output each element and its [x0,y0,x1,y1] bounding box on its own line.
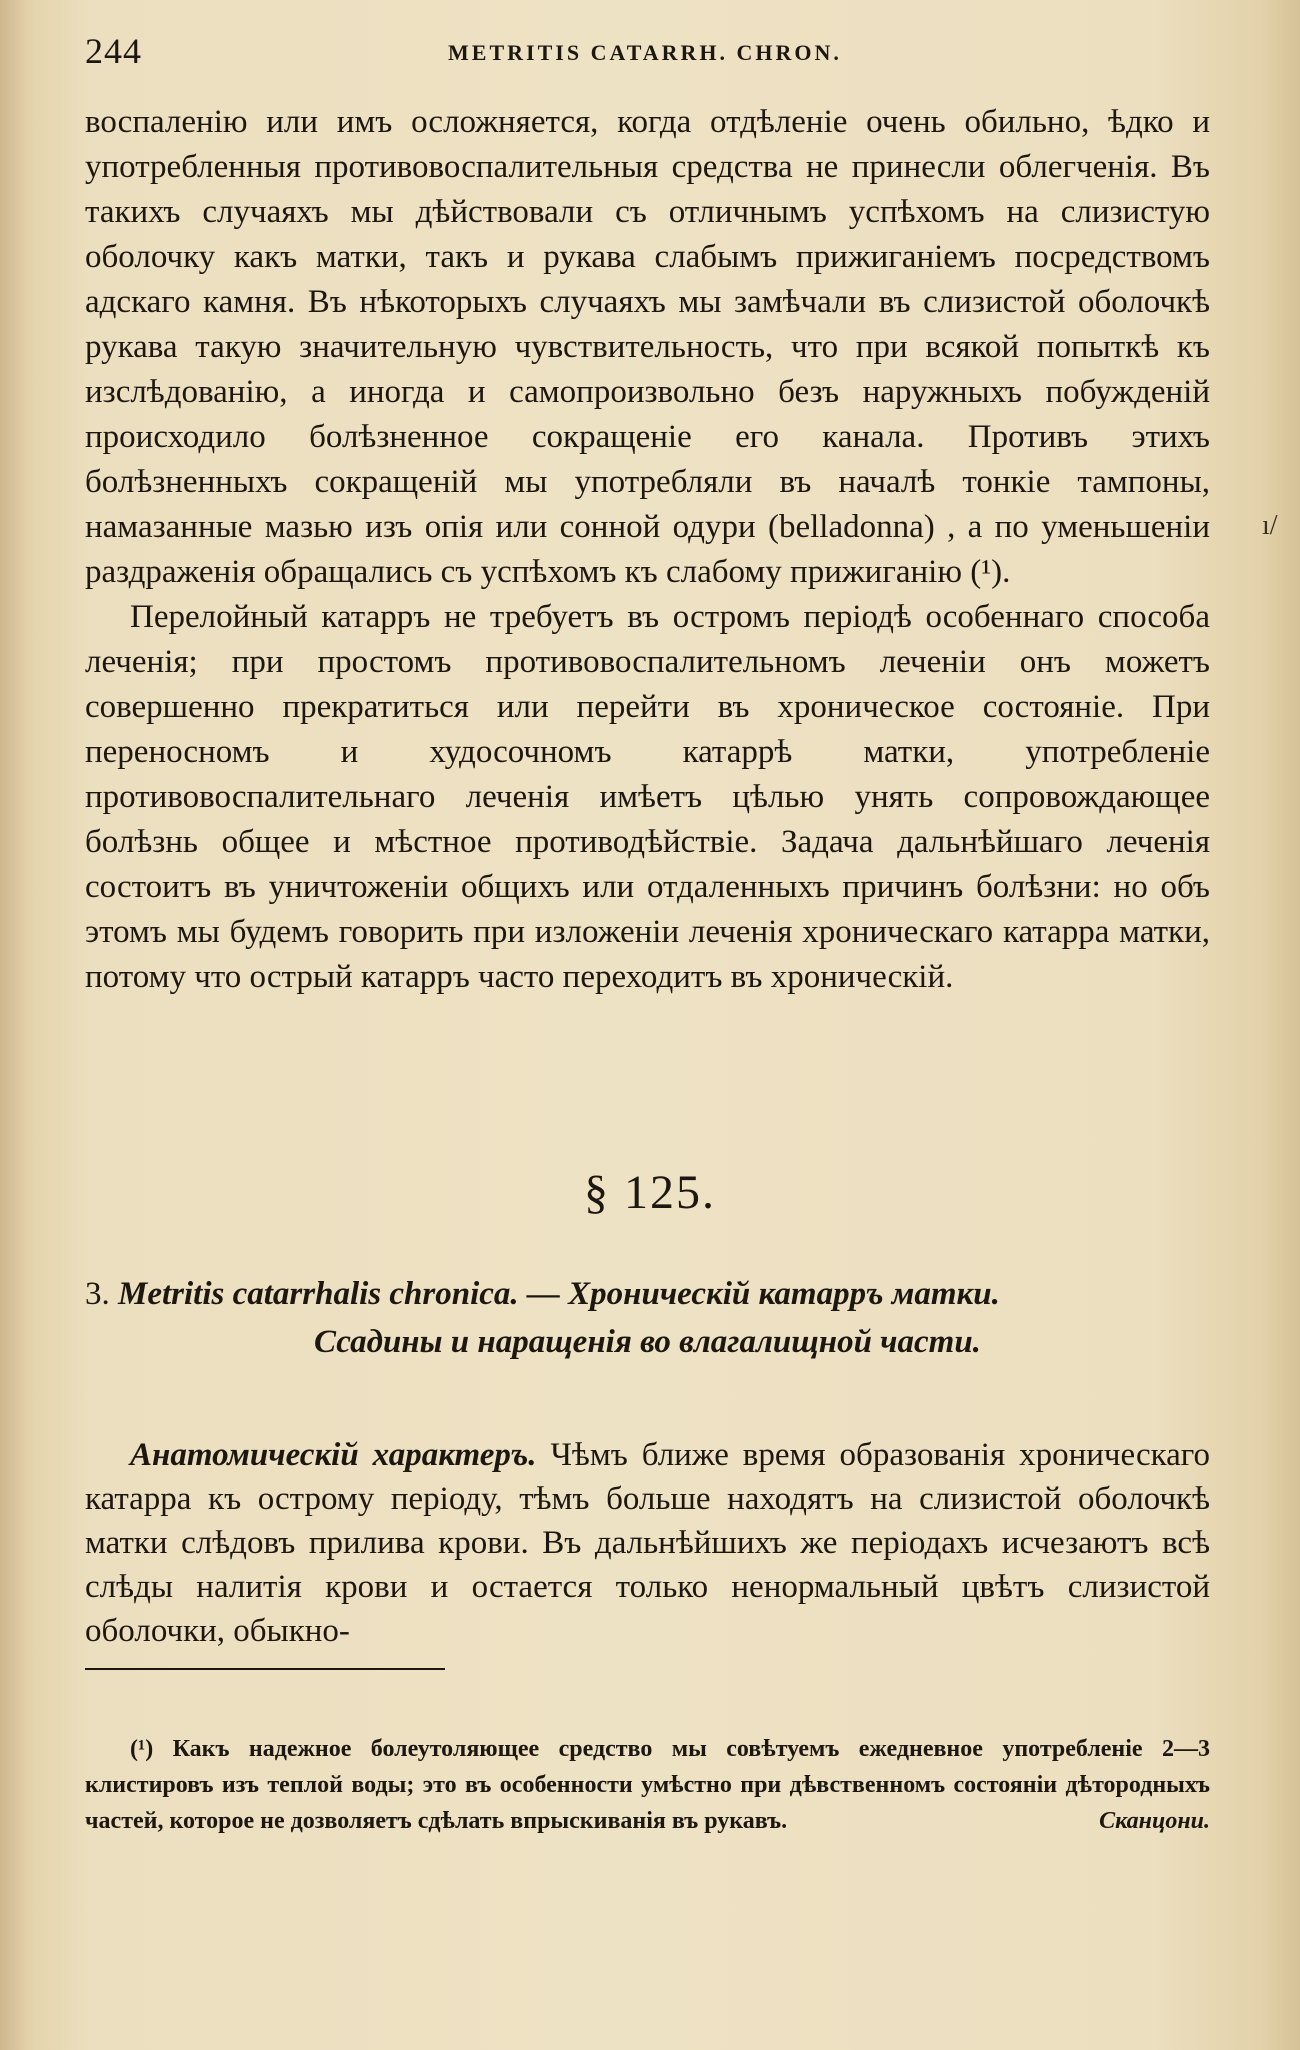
footnote-rule [85,1668,445,1670]
anatomy-text: Чѣмъ ближе время образованія хроническаго катарра къ острому періоду, тѣмъ больше находятъ на слизистой оболочкѣ матки слѣдовъ прилива крови. Въ дальнѣйшихъ же періодахъ исчезаютъ всѣ слѣды налитія крови и остается только ненормальный цвѣтъ слизистой оболочки, обыкно- [85,1437,1211,1649]
heading-line-1 [85,1270,1210,1318]
footnote-text: (¹) Какъ надежное болеутоляющее средство мы совѣтуемъ ежедневное употребленіе 2—3 клистировъ изъ теплой воды; это въ особенности умѣстно при дѣвственномъ состояніи дѣтородныхъ частей, которое не дозволяетъ сдѣлать впрыскиванія въ рукавъ. [85,1736,1210,1834]
main-text [85,100,1210,1000]
paragraph-gonorrheal-catarrh: Перелойный катарръ не требуетъ въ остромъ періодѣ особеннаго способа леченія; при простомъ противовоспалительномъ леченіи онъ можетъ совершенно прекратиться или перейти въ хроническое состояніе. При переносномъ и худосочномъ катаррѣ матки, употребленіе противовоспалительнаго леченія имѣетъ цѣлью унять сопровождающее болѣзнь общее и мѣстное противодѣйствіе. Задача дальнѣйшаго леченія состоитъ въ уничтоженіи общихъ или отдаленныхъ причинъ болѣзни: но объ этомъ мы будемъ говорить при изложеніи леченія хроническаго катарра матки, потому что острый катарръ часто переходитъ въ хроническій. [85,599,1210,995]
anatomy-label: Анатомическій характеръ. [130,1437,537,1473]
footnote-author: Сканцони. [1099,1808,1210,1834]
heading-title: Metritis catarrhalis chronica. — Хроническій катарръ матки. [118,1276,1000,1312]
paragraph-anatomy [85,1433,1210,1653]
paragraph-continued: воспаленію или имъ осложняется, когда отдѣленіе очень обильно, ѣдко и употребленныя противовоспалительныя средства не принесли облегченія. Въ такихъ случаяхъ мы дѣйствовали съ отличнымъ успѣхомъ на слизистую оболочку какъ матки, такъ и рукава слабымъ прижиганіемъ посредствомъ адскаго камня. Въ нѣкоторыхъ случаяхъ мы замѣчали въ слизистой оболочкѣ рукава такую значительную чувствительность, что при всякой попыткѣ къ изслѣдованію, а иногда и самопроизвольно безъ наружныхъ побужденій происходило болѣзненное сокращеніе его канала. Противъ этихъ болѣзненныхъ сокращеній мы употребляли въ началѣ тонкіе тампоны, намазанные мазью изъ опія или сонной одури (belladonna) , а по уменьшеніи раздраженія обращались съ успѣхомъ къ слабому прижиганію (¹). [85,104,1210,590]
page-header [85,30,1205,80]
footnote [85,1731,1210,1839]
section-number: § 125. [584,1166,716,1219]
heading-line-2: Ссадины и наращенія во влагалищной части. [314,1324,981,1360]
margin-pencil-mark: ı/ [1262,510,1278,541]
heading-prefix: 3. [85,1276,118,1312]
page-number: 244 [85,31,142,71]
running-head: METRITIS CATARRH. CHRON. [448,40,842,65]
section-heading [85,1270,1210,1366]
